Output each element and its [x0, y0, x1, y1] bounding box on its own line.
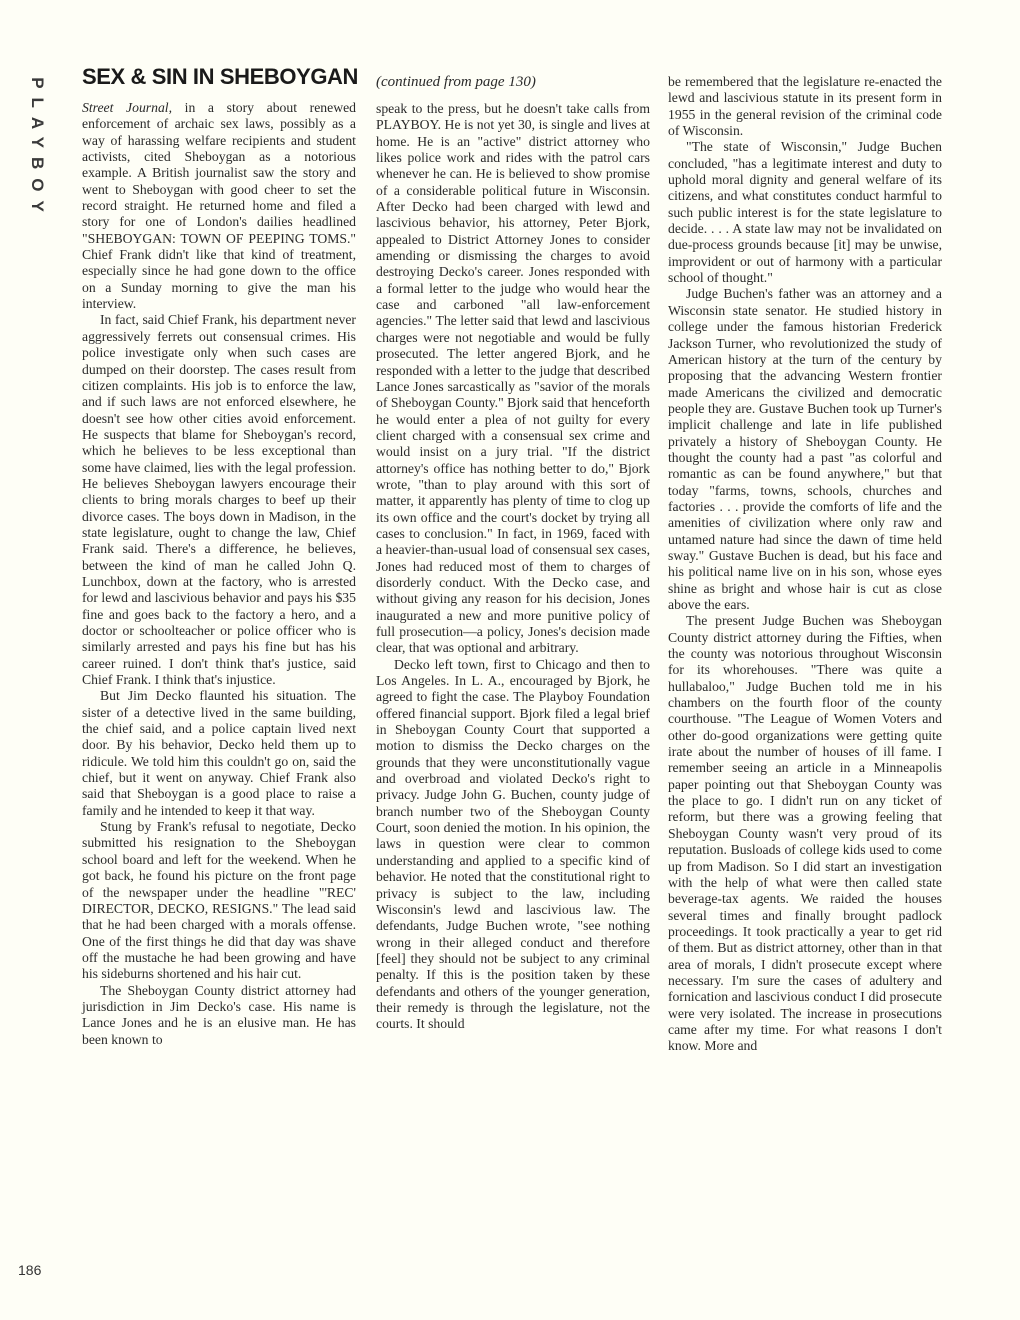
page-number: 186 — [18, 1262, 42, 1278]
text-column-3 — [668, 74, 942, 1284]
text-column-2 — [376, 101, 650, 1284]
publication-name: Street Journal, — [82, 100, 173, 115]
paragraph: Judge Buchen's father was an attorney and a Wisconsin state senator. He studied history in college under the famous historian Frederick Jackson Turner, who revolutionized the study of American history at the turn of the century by proposing that the advancing Western frontier made Americans the civilized and democratic people they are. Gustave Buchen took up Turner's implicit challenge and late in life published privately a history of Sheboygan County. He thought the county had a past "as colorful and romantic as can be found anywhere," but that today "farms, towns, schools, churches and factories . . . provide the comforts of life and the amenities of civilization where only raw and untamed nature had since the dawn of time held sway." Gustave Buchen is dead, but his face and his political name live on in his son, whose eyes shine as bright and whose hair is cut as close above the ears. — [668, 286, 942, 612]
paragraph: The Sheboygan County district attorney had jurisdiction in Jim Decko's case. His name is Lance Jones and he is an elusive man. He has been known to — [82, 982, 356, 1047]
paragraph: Decko left town, first to Chicago and then to Los Angeles. In L. A., encouraged by Bjork, he agreed to fight the case. The Playboy Foundation offered financial support. Bjork filed a legal brief in Sheboygan County Court that supported a motion to dismiss the Decko charges on the grounds that they were unconstitutionally vague and overbroad and violated Decko's right to privacy. Judge John G. Buchen, county judge of branch number two of the Sheboygan County Court, soon denied the motion. In his opinion, the laws in question were clear to common understanding and applied to a specific kind of behavior. He noted that the constitutional right to privacy is subject to the law, including Wisconsin's lewd and lascivious law. The defendants, Judge Buchen wrote, "see nothing wrong in their alleged conduct and therefore [feel] they should not be subject to any criminal penalty. If this is the position taken by these defendants and others of the younger generation, their remedy is through the legislature, not the courts. It should — [376, 656, 650, 1032]
article-headline: SEX & SIN IN SHEBOYGAN — [82, 64, 359, 89]
paragraph: In fact, said Chief Frank, his department never aggressively ferrets out consensual crimes. His police investigate only when such cases are dumped on their doorstep. The cases result from citizen complaints. His job is to enforce the law, and if such laws are not enforced elsewhere, he doesn't see how other cities avoid enforcement. He suspects that blame for Sheboygan's record, which he believes to be less exceptional than some have claimed, lies with the legal profession. He believes Sheboygan lawyers encourage their clients to bring morals charges to beef up their divorce cases. The boys down in Madison, in the state legislature, ought to change the law, Chief Frank said. There's a difference, he believes, between the kind of man he called John Q. Lunchbox, down at the factory, who is arrested for lewd and lascivious behavior and pays his $35 fine and goes back to the factory a hero, and a doctor or schoolteacher or police officer who is similarly arrested and pays his fine but has his career ruined. I don't think that's justice, said Chief Frank. I think that's injustice. — [82, 312, 356, 688]
paragraph: The present Judge Buchen was Sheboygan County district attorney during the Fifties, when the county was notorious throughout Wisconsin for its whorehouses. "There was quite a hullabaloo," Judge Buchen told me in his chambers on the fourth floor of the county courthouse. "The League of Women Voters and other do-good organizations were getting quite irate about the number of houses of ill fame. I remember seeing an article in a Minneapolis paper pointing out that Sheboygan County was the place to go. I didn't run on any ticket of reform, but there was a growing feeling that Sheboygan County wasn't very proud of its reputation. Busloads of college kids used to come up from Madison. So I did start an investigation with the help of what were then called state beverage-tax agents. We raided the houses several times and finally brought padlock proceedings. It took practically a year to get rid of them. But as district attorney, other than in that area of morals, I didn't prosecute except where necessary. I'm sure the cases of adultery and fornication and lascivious conduct I did prosecute were very isolated. The increase in prosecutions came after my time. For what reasons I don't know. More and — [668, 613, 942, 1054]
paragraph: Stung by Frank's refusal to negotiate, Decko submitted his resignation to the Sheboygan school board and left for the weekend. When he got back, he found his picture on the front page of the newspaper under the headline "'REC' DIRECTOR, DECKO, RESIGNS." The lead said that he had been charged with a morals offense. One of the first things he did that day was shave off the mustache he had been growing and have his sideburns shortened and his hair cut. — [82, 819, 356, 982]
paragraph: But Jim Decko flaunted his situation. The sister of a detective lived in the same building, the chief said, and a police captain lived next door. By his behavior, Decko held them up to ridicule. We told him this couldn't go on, said the chief, but it went on anyway. Chief Frank also said that Sheboygan is a good place to raise a family and he intended to keep it that way. — [82, 688, 356, 818]
brand-text: PLAYBOY — [28, 77, 47, 221]
paragraph: be remembered that the legislature re-enacted the lewd and lascivious statute in its present form in 1955 in the general revision of the criminal code of Wisconsin. — [668, 74, 942, 139]
continued-from-note: (continued from page 130) — [376, 74, 536, 90]
paragraph: "The state of Wisconsin," Judge Buchen concluded, "has a legitimate interest and duty to uphold moral dignity and general welfare of its citizens, and what constitutes conduct harmful to such public interest is for the state legislature to decide. . . . A state law may not be invalidated on due-process grounds because [it] may be unwise, improvident or out of harmony with a particular school of thought." — [668, 139, 942, 286]
paragraph: speak to the press, but he doesn't take calls from PLAYBOY. He is not yet 30, is single and lives at home. He is an "active" district attorney who likes police work and rides with the patrol cars whenever he can. He is believed to show promise of a considerable political future in Wisconsin. After Decko had been charged with lewd and lascivious behavior, his attorney, Peter Bjork, appealed to District Attorney Jones to consider amending or dismissing the charges to avoid destroying Decko's career. Jones responded with a formal letter to the judge who would hear the case and carboned "all law-enforcement agencies." The letter said that lewd and lascivious charges were not negotiable and would be fully prosecuted. The letter angered Bjork, and he responded with a letter to the judge that described Lance Jones sarcastically as "savior of the morals of Sheboygan County." Bjork said that henceforth he would enter a plea of not guilty for every client charged with a consensual sex crime and would insist on a jury trial. "If the district attorney's office has nothing better to do," Bjork wrote, "than to play around with this sort of matter, it apparently has plenty of time to clog up its own office and the court's docket by trying all cases to conclusion." In fact, in 1969, faced with a heavier-than-usual load of consensual sex cases, Jones had reduced most of them to charges of disorderly conduct. With the Decko case, and without giving any reason for his decision, Jones inaugurated a new and more punitive policy of full prosecution—a policy, Jones's decision made clear, that was optional and arbitrary. — [376, 101, 650, 656]
text-column-1 — [82, 100, 356, 1284]
magazine-brand-vertical — [22, 64, 52, 234]
paragraph: Street Journal, in a story about renewed enforcement of archaic sex laws, possibly as a way of harassing welfare recipients and student activists, cited Sheboygan as a notorious example. A British journalist saw the story and went to Sheboygan with good cheer to set the record straight. He returned home and filed a story for one of London's dailies headlined "SHEBOYGAN: TOWN OF PEEPING TOMS." Chief Frank didn't like that kind of treatment, especially since he had gone down to the office on a Sunday morning to give the man his interview. — [82, 100, 356, 312]
